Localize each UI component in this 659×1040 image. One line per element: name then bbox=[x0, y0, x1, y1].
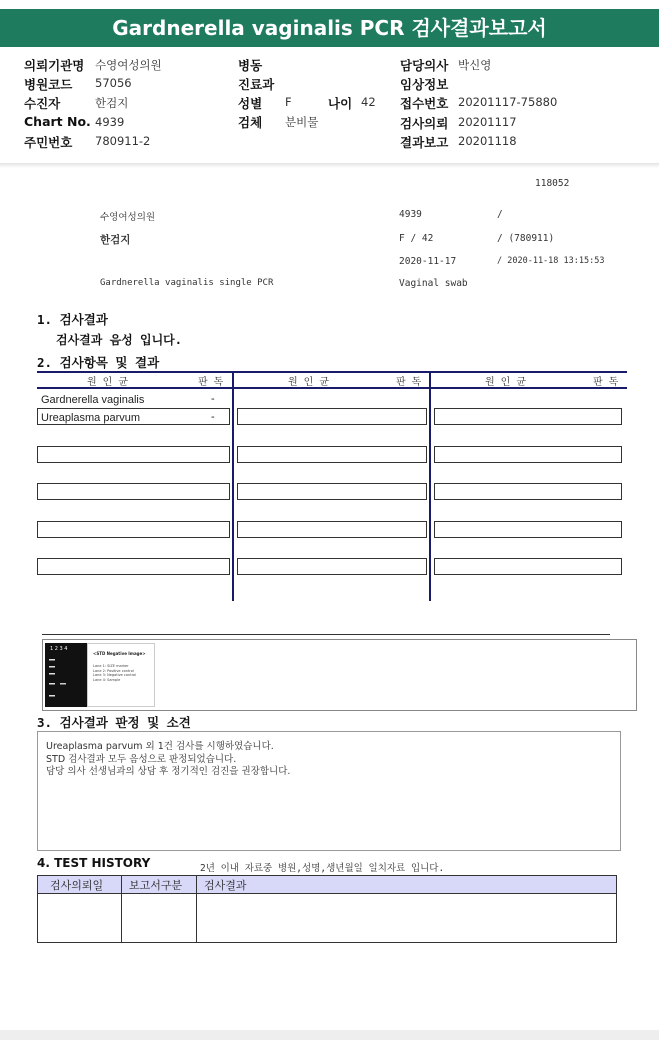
history-col-divider bbox=[121, 876, 122, 942]
header-divider bbox=[0, 163, 659, 168]
history-col-result: 검사결과 bbox=[204, 879, 247, 892]
rrn-value: 780911-2 bbox=[95, 134, 151, 148]
doctor-value: 박신영 bbox=[458, 58, 492, 72]
request-value: 20201117 bbox=[458, 115, 517, 129]
col-organism-3: 원 인 균 bbox=[485, 377, 527, 388]
specimen-value: 분비물 bbox=[285, 115, 319, 129]
receipt-label: 접수번호 bbox=[400, 96, 449, 111]
result-empty-cell bbox=[37, 558, 230, 575]
gel-electrophoresis-image bbox=[45, 643, 87, 707]
result-row-2-name: Ureaplasma parvum bbox=[41, 412, 141, 424]
history-header-row bbox=[38, 876, 616, 894]
result-row-2-value: - bbox=[211, 411, 215, 423]
detail-sex-age: F / 42 bbox=[399, 233, 434, 244]
request-label: 검사의뢰 bbox=[400, 116, 449, 131]
clinical-label: 임상정보 bbox=[400, 77, 449, 92]
chart-value: 4939 bbox=[95, 115, 125, 129]
result-empty-cell bbox=[237, 483, 427, 500]
section2-title: 2. 검사항목 및 결과 bbox=[37, 355, 160, 370]
report-header bbox=[0, 47, 659, 163]
gel-legend-line: Lane 2: Positive control bbox=[93, 668, 134, 673]
detail-received: 2020-11-17 bbox=[399, 256, 457, 267]
age-label: 나이 bbox=[328, 96, 353, 111]
result-empty-cell bbox=[37, 483, 230, 500]
ward-label: 병동 bbox=[238, 58, 263, 73]
dept-label: 진료과 bbox=[238, 77, 275, 92]
opinion-line: 담당 의사 선생님과의 상담 후 정기적인 검진을 권장합니다. bbox=[46, 766, 291, 777]
detail-patient: 한검지 bbox=[100, 234, 131, 246]
result-empty-cell bbox=[434, 446, 622, 463]
result-empty-cell bbox=[237, 558, 427, 575]
result-empty-cell bbox=[434, 483, 622, 500]
hospital-code-label: 병원코드 bbox=[24, 77, 73, 92]
opinion-line: Ureaplasma parvum 외 1건 검사를 시행하였습니다. bbox=[46, 741, 274, 752]
detail-test-name: Gardnerella vaginalis single PCR bbox=[100, 278, 274, 288]
opinion-box bbox=[37, 731, 621, 851]
sex-value: F bbox=[285, 95, 292, 109]
section1-title: 1. 검사결과 bbox=[37, 312, 108, 327]
patient-label: 수진자 bbox=[24, 96, 61, 111]
col-organism-1: 원 인 균 bbox=[87, 377, 129, 388]
sex-label: 성별 bbox=[238, 96, 263, 111]
result-empty-cell bbox=[37, 521, 230, 538]
age-value: 42 bbox=[361, 95, 376, 109]
history-note: 2년 이내 자료중 병원,성명,생년월일 일치자료 입니다. bbox=[200, 863, 445, 874]
institution-value: 수영여성의원 bbox=[95, 58, 162, 72]
col-organism-2: 원 인 균 bbox=[288, 377, 330, 388]
report-code: 118052 bbox=[535, 178, 570, 189]
detail-reported: / 2020-11-18 13:15:53 bbox=[497, 256, 605, 266]
report-label: 결과보고 bbox=[400, 135, 449, 150]
report-title: Gardnerella vaginalis PCR 검사결과보고서 bbox=[0, 9, 659, 47]
receipt-value: 20201117-75880 bbox=[458, 95, 558, 109]
detail-specimen: Vaginal swab bbox=[399, 278, 468, 289]
result-empty-cell bbox=[37, 446, 230, 463]
gel-legend bbox=[87, 643, 155, 707]
institution-label: 의뢰기관명 bbox=[24, 58, 85, 73]
results-table-divider-2 bbox=[429, 371, 431, 601]
results-table-divider-1 bbox=[232, 371, 234, 601]
test-history-table bbox=[37, 875, 617, 943]
hospital-code-value: 57056 bbox=[95, 76, 132, 90]
doctor-label: 담당의사 bbox=[400, 58, 449, 73]
chart-label: Chart No. bbox=[24, 114, 91, 129]
gel-legend-line: Lane 4: Sample bbox=[93, 677, 121, 682]
rrn-label: 주민번호 bbox=[24, 135, 73, 150]
gel-legend-title: <STD Negative Image> bbox=[93, 651, 146, 656]
detail-clinic: 수영여성의원 bbox=[100, 212, 156, 223]
detail-slash: / bbox=[497, 209, 503, 220]
col-judgement-3: 판 독 bbox=[593, 377, 619, 388]
result-empty-cell bbox=[237, 446, 427, 463]
history-col-divider bbox=[196, 876, 197, 942]
section3-title: 3. 검사결과 판정 및 소견 bbox=[37, 715, 191, 730]
section4-title: 4. TEST HISTORY bbox=[37, 856, 151, 870]
result-row-1-name: Gardnerella vaginalis bbox=[41, 394, 145, 406]
detail-dob: / (780911) bbox=[497, 233, 555, 244]
result-empty-cell bbox=[434, 558, 622, 575]
page-bottom-strip bbox=[0, 1030, 659, 1040]
gel-legend-line: Lane 3: Negative control bbox=[93, 673, 137, 677]
col-judgement-2: 판 독 bbox=[396, 377, 422, 388]
history-col-report-type: 보고서구분 bbox=[129, 879, 183, 892]
result-empty-cell bbox=[237, 521, 427, 538]
opinion-line: STD 검사결과 모두 음성으로 판정되었습니다. bbox=[46, 754, 237, 765]
gel-section-rule bbox=[42, 634, 610, 635]
section1-result: 검사결과 음성 입니다. bbox=[56, 333, 183, 347]
gel-lane-numbers: 1 2 3 4 bbox=[50, 646, 68, 652]
patient-value: 한검지 bbox=[95, 96, 129, 110]
result-empty-cell bbox=[237, 408, 427, 425]
col-judgement-1: 판 독 bbox=[198, 377, 224, 388]
detail-chart: 4939 bbox=[399, 209, 422, 220]
specimen-label: 검체 bbox=[238, 115, 263, 130]
gel-legend-line: Lane 1: SIZE marker bbox=[93, 664, 129, 668]
report-value: 20201118 bbox=[458, 134, 517, 148]
result-row-1-value: - bbox=[211, 393, 215, 405]
result-empty-cell bbox=[434, 521, 622, 538]
result-empty-cell bbox=[434, 408, 622, 425]
history-col-request-date: 검사의뢰일 bbox=[50, 879, 104, 892]
gel-bands bbox=[45, 643, 87, 707]
